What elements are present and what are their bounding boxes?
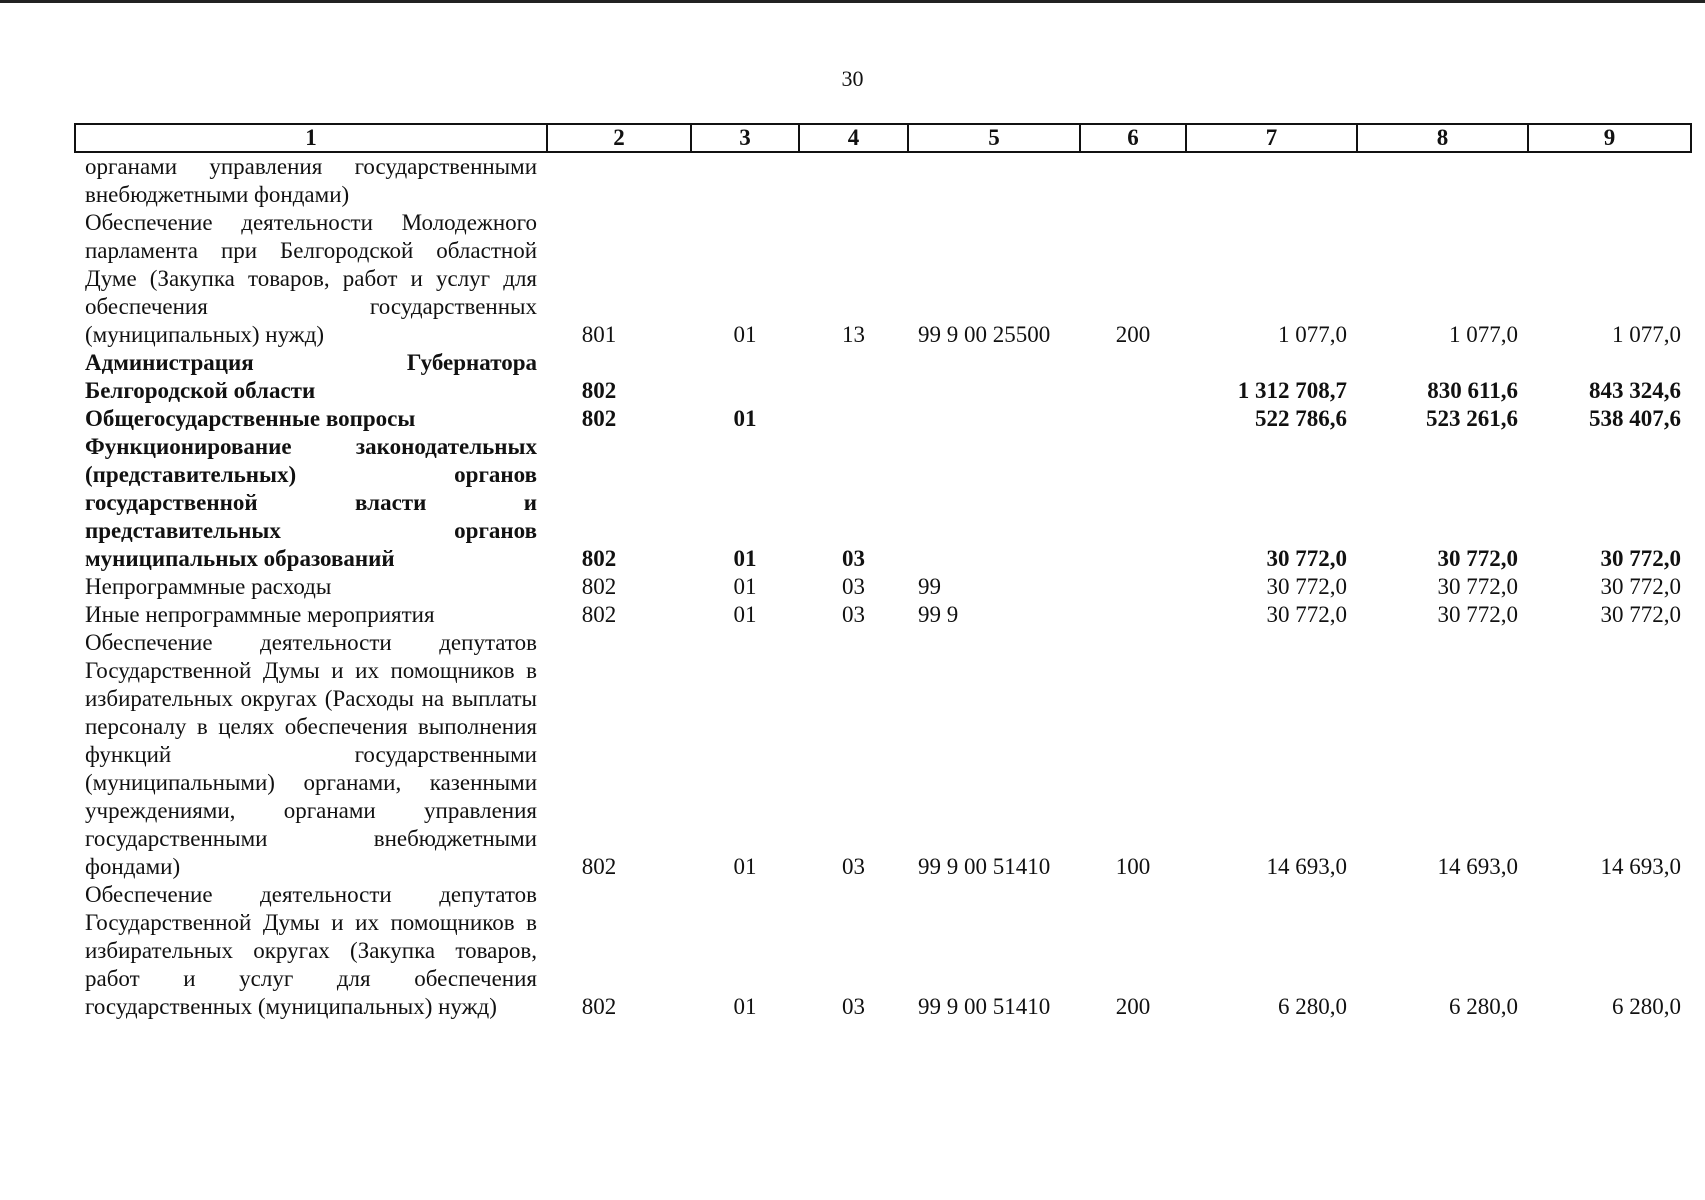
row-amount-year2-cell: 6 280,0 — [1449, 994, 1518, 1019]
row-code-cell: 802 — [581, 546, 617, 571]
row-amount-year2-cell: 523 261,6 — [1426, 406, 1518, 431]
row-section-cell: 01 — [733, 574, 757, 599]
row-name-cell: Обеспечение деятельности депутатов Государственной Думы и их помощников в избирательных округах (Расходы на выплаты персоналу в целях обеспечения выполнения функций государственными (муниципальными) органами, казенными учреждениями, органами управления государственными внебюджетными фондами) — [85, 630, 537, 879]
row-code-cell: 801 — [581, 322, 617, 347]
table-row — [75, 573, 1691, 601]
header-col-9: 9 — [1528, 124, 1691, 152]
row-expense-type-cell — [1080, 349, 1186, 405]
header-col-2: 2 — [547, 124, 691, 152]
row-amount-year3-cell: 14 693,0 — [1600, 854, 1681, 879]
table-row — [75, 601, 1691, 629]
row-subsection-cell: 13 — [842, 322, 865, 347]
header-col-3: 3 — [691, 124, 799, 152]
row-subsection-cell — [799, 349, 908, 405]
header-col-7: 7 — [1186, 124, 1357, 152]
row-code-cell: 802 — [581, 854, 617, 879]
row-name-cell: Администрация Губернатора Белгородской области — [85, 350, 537, 403]
row-amount-year2-cell — [1357, 152, 1528, 209]
budget-table — [74, 123, 1692, 1021]
table-row — [75, 209, 1691, 349]
row-expense-type-cell — [1080, 405, 1186, 433]
table-body — [75, 152, 1691, 1021]
row-amount-year1-cell: 30 772,0 — [1266, 574, 1347, 599]
row-amount-year1-cell: 6 280,0 — [1278, 994, 1347, 1019]
row-name-cell: органами управления государственными внебюджетными фондами) — [85, 154, 537, 207]
header-col-4: 4 — [799, 124, 908, 152]
header-col-6: 6 — [1080, 124, 1186, 152]
row-amount-year2-cell: 1 077,0 — [1449, 322, 1518, 347]
row-target-article-cell — [908, 405, 1080, 433]
row-amount-year3-cell: 30 772,0 — [1600, 574, 1681, 599]
row-section-cell: 01 — [733, 994, 757, 1019]
row-amount-year1-cell: 14 693,0 — [1266, 854, 1347, 879]
table-header-row — [75, 124, 1691, 152]
row-expense-type-cell — [1080, 601, 1186, 629]
page-number: 30 — [841, 66, 864, 91]
row-code-cell: 802 — [581, 406, 617, 431]
row-amount-year1-cell: 1 312 708,7 — [1237, 378, 1347, 403]
row-amount-year2-cell: 14 693,0 — [1437, 854, 1518, 879]
row-amount-year3-cell: 30 772,0 — [1600, 546, 1681, 571]
row-expense-type-cell — [1080, 152, 1186, 209]
row-amount-year1-cell: 522 786,6 — [1255, 406, 1347, 431]
row-target-article-cell — [908, 349, 1080, 405]
row-section-cell: 01 — [733, 854, 757, 879]
row-amount-year1-cell — [1186, 152, 1357, 209]
row-target-article-cell: 99 9 00 25500 — [918, 322, 1051, 347]
row-expense-type-cell — [1080, 573, 1186, 601]
row-subsection-cell: 03 — [842, 854, 865, 879]
row-amount-year3-cell: 843 324,6 — [1589, 378, 1681, 403]
row-section-cell: 01 — [733, 322, 757, 347]
row-code-cell — [547, 152, 691, 209]
row-subsection-cell — [799, 152, 908, 209]
row-name-cell: Общегосударственные вопросы — [85, 406, 416, 431]
header-col-1: 1 — [75, 124, 547, 152]
row-expense-type-cell: 100 — [1115, 854, 1151, 879]
row-amount-year3-cell: 1 077,0 — [1612, 322, 1681, 347]
row-name-cell: Обеспечение деятельности Молодежного парламента при Белгородской областной Думе (Закупка товаров, работ и услуг для обеспечения государственных (муниципальных) нужд) — [85, 210, 537, 347]
row-subsection-cell: 03 — [842, 602, 865, 627]
row-target-article-cell — [908, 152, 1080, 209]
row-target-article-cell: 99 9 00 51410 — [918, 854, 1051, 879]
row-subsection-cell: 03 — [842, 994, 865, 1019]
row-target-article-cell: 99 9 00 51410 — [918, 994, 1051, 1019]
row-section-cell: 01 — [733, 602, 757, 627]
row-target-article-cell: 99 9 — [918, 602, 959, 627]
table-row — [75, 405, 1691, 433]
row-amount-year3-cell: 538 407,6 — [1589, 406, 1681, 431]
row-name-cell: Обеспечение деятельности депутатов Государственной Думы и их помощников в избирательных округах (Закупка товаров, работ и услуг для обеспечения государственных (муниципальных) нужд) — [85, 882, 537, 1019]
row-subsection-cell: 03 — [842, 574, 865, 599]
row-expense-type-cell: 200 — [1115, 994, 1151, 1019]
row-amount-year3-cell — [1528, 152, 1691, 209]
row-amount-year2-cell: 30 772,0 — [1437, 546, 1518, 571]
row-name-cell: Иные непрограммные мероприятия — [85, 602, 435, 627]
row-amount-year3-cell: 6 280,0 — [1612, 994, 1681, 1019]
table-row — [75, 152, 1691, 209]
row-amount-year2-cell: 30 772,0 — [1437, 574, 1518, 599]
header-col-5: 5 — [908, 124, 1080, 152]
row-code-cell: 802 — [581, 602, 617, 627]
row-target-article-cell — [908, 433, 1080, 573]
row-section-cell — [691, 152, 799, 209]
row-code-cell: 802 — [581, 378, 617, 403]
header-col-8: 8 — [1357, 124, 1528, 152]
table-row — [75, 433, 1691, 573]
table-row — [75, 349, 1691, 405]
table-row — [75, 629, 1691, 881]
row-amount-year3-cell: 30 772,0 — [1600, 602, 1681, 627]
row-subsection-cell: 03 — [842, 546, 865, 571]
row-amount-year2-cell: 830 611,6 — [1427, 378, 1518, 403]
row-amount-year2-cell: 30 772,0 — [1437, 602, 1518, 627]
row-amount-year1-cell: 1 077,0 — [1278, 322, 1347, 347]
row-target-article-cell: 99 — [918, 574, 941, 599]
row-section-cell: 01 — [733, 406, 757, 431]
row-code-cell: 802 — [581, 994, 617, 1019]
row-code-cell: 802 — [581, 574, 617, 599]
row-section-cell — [691, 349, 799, 405]
row-expense-type-cell: 200 — [1115, 322, 1151, 347]
row-amount-year1-cell: 30 772,0 — [1266, 546, 1347, 571]
row-expense-type-cell — [1080, 433, 1186, 573]
row-subsection-cell — [799, 405, 908, 433]
page-top-border — [0, 0, 1705, 3]
row-section-cell: 01 — [733, 546, 757, 571]
row-name-cell: Непрограммные расходы — [85, 574, 332, 599]
row-name-cell: Функционирование законодательных (представительных) органов государственной власти и представительных органов муниципальных образований — [85, 434, 537, 571]
table-row — [75, 881, 1691, 1021]
row-amount-year1-cell: 30 772,0 — [1266, 602, 1347, 627]
